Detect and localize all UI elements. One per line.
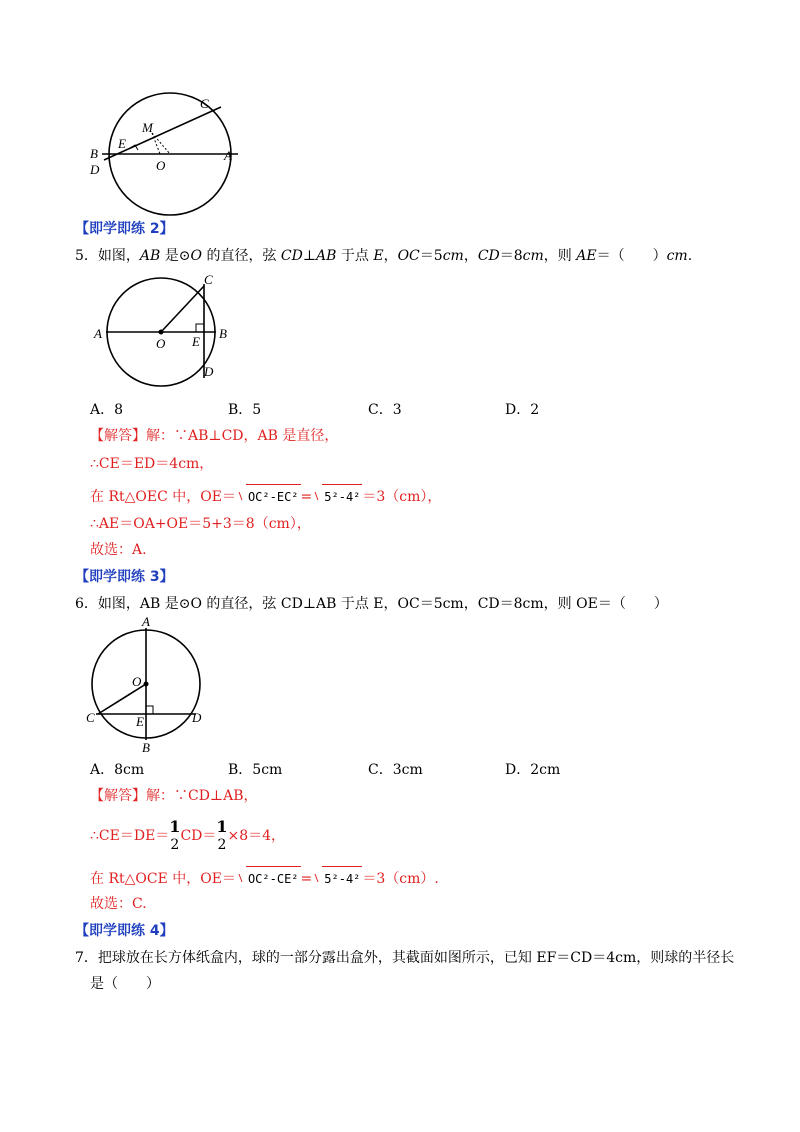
q5-fig-label-D: D (204, 364, 214, 379)
q6-fig-label-E: E (136, 714, 144, 729)
q5-sqrt-1: OC²-EC² (246, 484, 301, 507)
q5-sqrt-2: 5²-4² (322, 484, 362, 507)
section-heading-3: 【即学即练 3】 (75, 569, 174, 585)
q5-fig-label-E: E (192, 334, 200, 349)
q6-option-b[interactable]: B．5cm (228, 762, 283, 778)
fig0-label-O: O (156, 158, 166, 173)
q6-sqrt-2: 5²-4² (322, 866, 362, 889)
q5-option-c[interactable]: C．3 (368, 402, 402, 418)
q6-option-d[interactable]: D．2cm (505, 762, 561, 778)
q5-fig-label-A: A (94, 326, 102, 341)
q5-option-d[interactable]: D．2 (505, 402, 540, 418)
q5-stem: 5．如图，AB 是⊙O 的直径，弦 CD⊥AB 于点 E，OC＝5cm，CD＝8cm，则 AE＝（ ）cm. (75, 248, 693, 264)
q7-number: 7． (75, 950, 98, 966)
q5-option-a[interactable]: A．8 (90, 402, 124, 418)
q6-sqrt-1: OC²-CE² (246, 866, 301, 889)
section-heading-4: 【即学即练 4】 (75, 923, 174, 939)
q5-answer-line3: 在 Rt△OEC 中，OE＝ OC²-EC² = 5²-4² ＝3（cm）， (90, 484, 441, 507)
q6-fig-label-B: B (142, 740, 150, 754)
q6-answer-line4: 故选：C. (90, 896, 147, 912)
fig0-label-A: A (224, 148, 232, 163)
q6-figure (84, 614, 214, 754)
q5-answer-line5: 故选：A. (90, 542, 147, 558)
fig0-label-B: B (90, 146, 98, 161)
fig0-label-M: M (142, 120, 153, 135)
q6-option-c[interactable]: C．3cm (368, 762, 423, 778)
q6-fraction-2: 1 2 (216, 817, 228, 853)
q6-text: 如图，AB 是⊙O 的直径，弦 CD⊥AB 于点 E，OC＝5cm，CD＝8cm，则 OE＝（ ） (97, 596, 668, 612)
q6-fig-label-C: C (86, 710, 95, 725)
q6-answer-line2: ∴CE＝DE＝ 1 2 CD＝ 1 2 ×8＝4， (90, 817, 286, 853)
q6-fig-label-A: A (142, 614, 150, 629)
q6-fraction-1: 1 2 (169, 817, 181, 853)
q6-answer-line3: 在 Rt△OCE 中，OE＝ OC²-CE² = 5²-4² ＝3（cm）. (90, 866, 439, 889)
q5-fig-label-B: B (219, 326, 227, 341)
q5-fig-label-C: C (204, 272, 213, 287)
q5-answer-line2: ∴CE＝ED＝4cm， (90, 456, 214, 472)
q6-fig-label-O: O (132, 674, 142, 689)
fig0-label-C: C (200, 96, 209, 111)
q7-line2: 是（ ） (90, 976, 160, 992)
q6-option-a[interactable]: A．8cm (90, 762, 145, 778)
q6-fig-label-D: D (192, 710, 202, 725)
q6-stem (75, 594, 668, 614)
q5-answer-line1: 【解答】解：∵AB⊥CD，AB 是直径， (90, 428, 339, 444)
figure-previous-circle (80, 88, 260, 218)
q6-answer-line1: 【解答】解：∵CD⊥AB， (90, 788, 258, 804)
q5-answer-line4: ∴AE＝OA+OE＝5+3＝8（cm）， (90, 516, 311, 532)
q5-option-b[interactable]: B．5 (228, 402, 262, 418)
fig0-label-D: D (90, 162, 100, 177)
section-heading-2: 【即学即练 2】 (75, 221, 174, 237)
q5-number: 5． (75, 248, 98, 264)
q5-fig-label-O: O (156, 336, 166, 351)
q6-number: 6． (75, 596, 98, 612)
fig0-label-E: E (118, 136, 126, 151)
q5-figure (88, 272, 238, 388)
q7-line1: 7．把球放在长方体纸盒内，球的一部分露出盒外，其截面如图所示，已知 EF＝CD＝4cm，则球的半径长 (75, 950, 735, 966)
